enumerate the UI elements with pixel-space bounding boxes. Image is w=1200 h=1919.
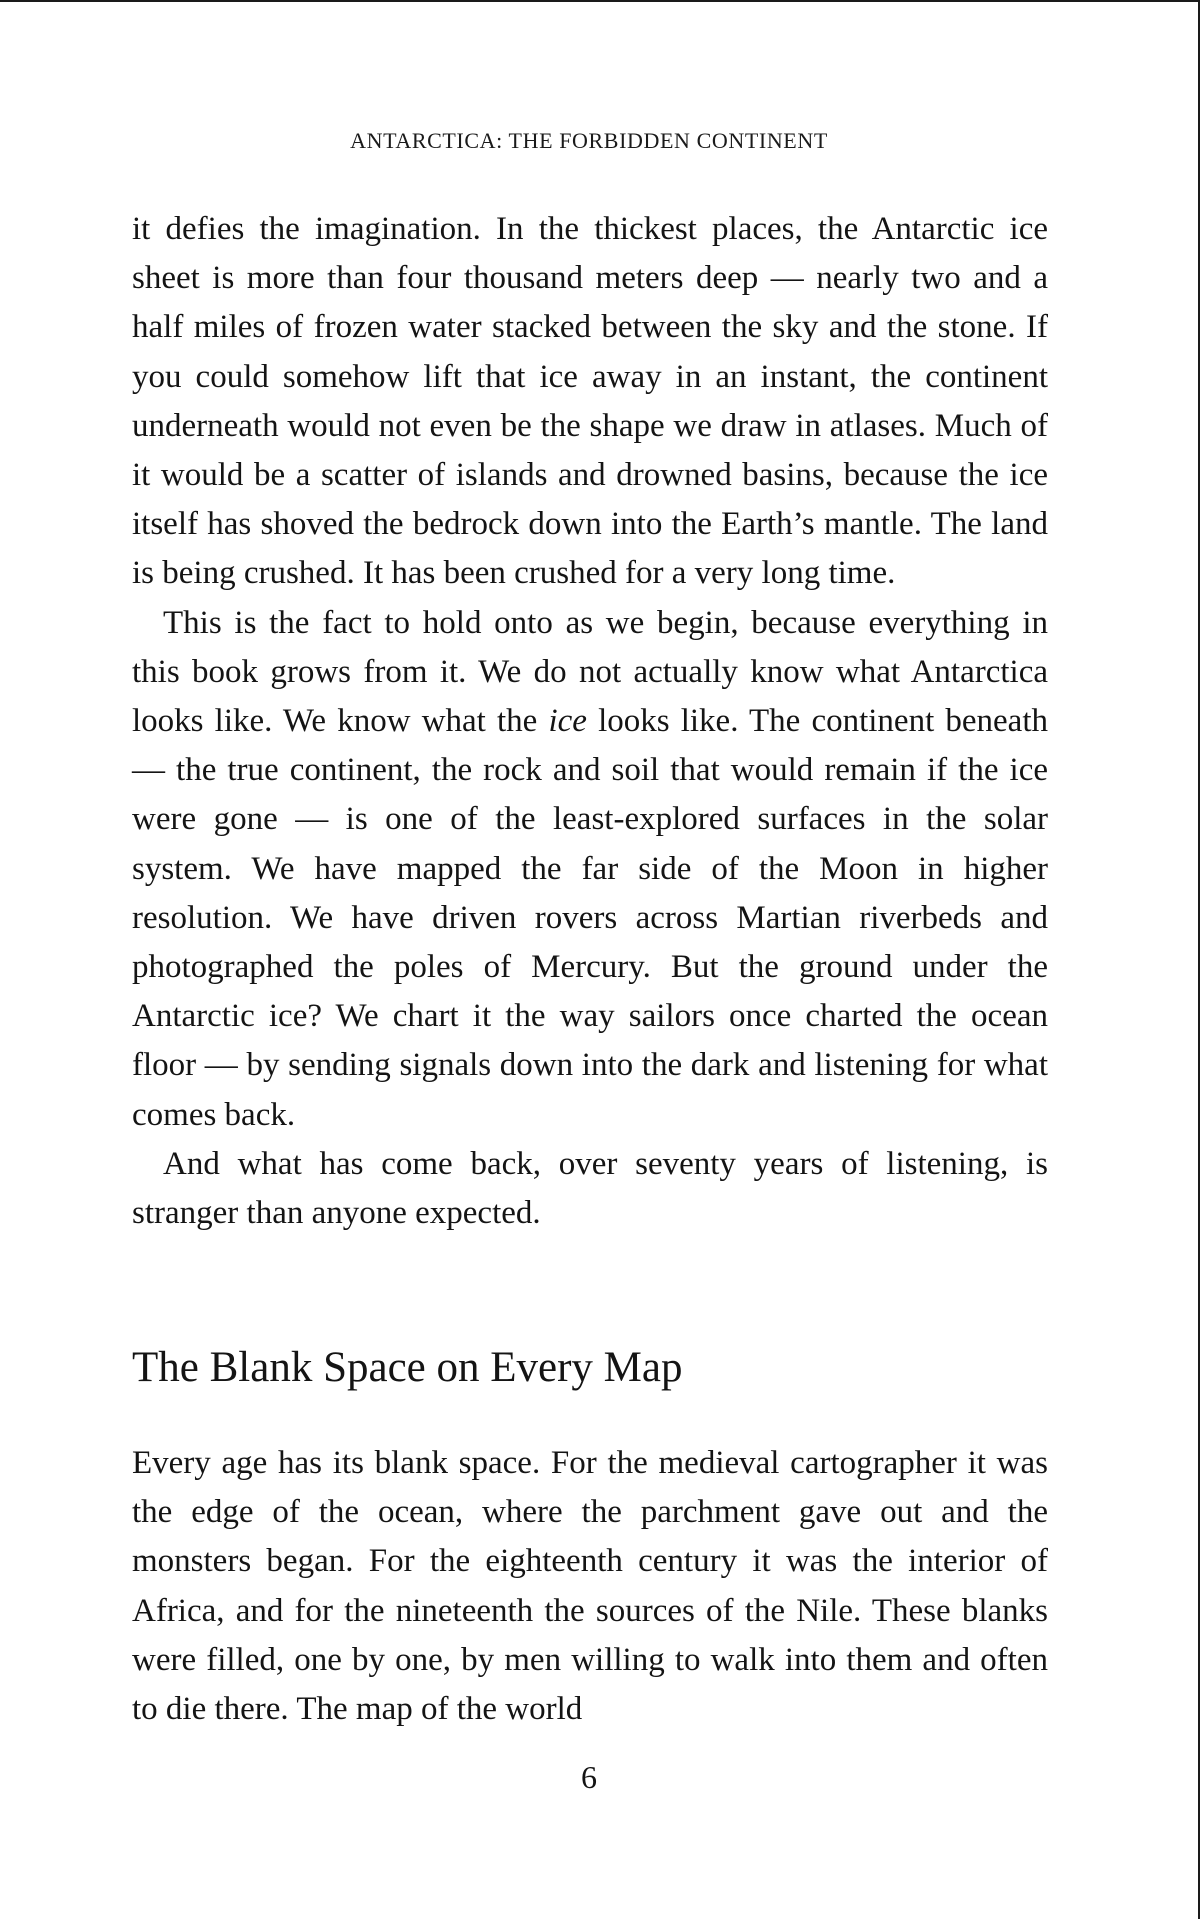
italic-term: ice — [548, 703, 587, 740]
paragraph: And what has come back, over seventy years of listening, is stranger than anyone expected. — [132, 1145, 1048, 1232]
running-header: ANTARCTICA: THE FORBIDDEN CONTINENT — [350, 128, 828, 153]
body-text — [132, 205, 1048, 1238]
section-text — [132, 1439, 1048, 1734]
paragraph-text: This is the fact to hold onto as we begin, because everything in this book grows from it. We do not actually know what Antarctica looks like. We know what the — [132, 604, 1048, 740]
page-number: 6 — [581, 1759, 597, 1795]
section-heading: The Blank Space on Every Map — [132, 1344, 683, 1391]
paragraph: it defies the imagination. In the thickest places, the Antarctic ice sheet is more than four thousand meters deep — nearly two and a half miles of frozen water stacked between the sky and the stone. If you could somehow lift that ice away in an instant, the continent underneath would not even be the shape we draw in atlases. Much of it would be a scatter of islands and drowned basins, because the ice itself has shoved the bedrock down into the Earth’s mantle. The land is being crushed. It has been crushed for a very long time. — [132, 211, 1048, 592]
paragraph — [132, 599, 1048, 1140]
paragraph: Every age has its blank space. For the medieval cartographer it was the edge of the ocean, where the parchment gave out and the monsters began. For the eighteenth century it was the interior of Africa, and for the nineteenth the sources of the Nile. These blanks were filled, one by one, by men willing to walk into them and often to die there. The map of the world — [132, 1445, 1048, 1728]
paragraph-text: looks like. The continent beneath — the true continent, the rock and soil that would remain if the ice were gone — is one of the least-explored surfaces in the solar system. We have mapped the far side of the Moon in higher resolution. We have driven rovers across Martian riverbeds and photographed the poles of Mercury. But the ground under the Antarctic ice? We chart it the way sailors once charted the ocean floor — by sending signals down into the dark and listening for what comes back. — [132, 703, 1048, 1133]
